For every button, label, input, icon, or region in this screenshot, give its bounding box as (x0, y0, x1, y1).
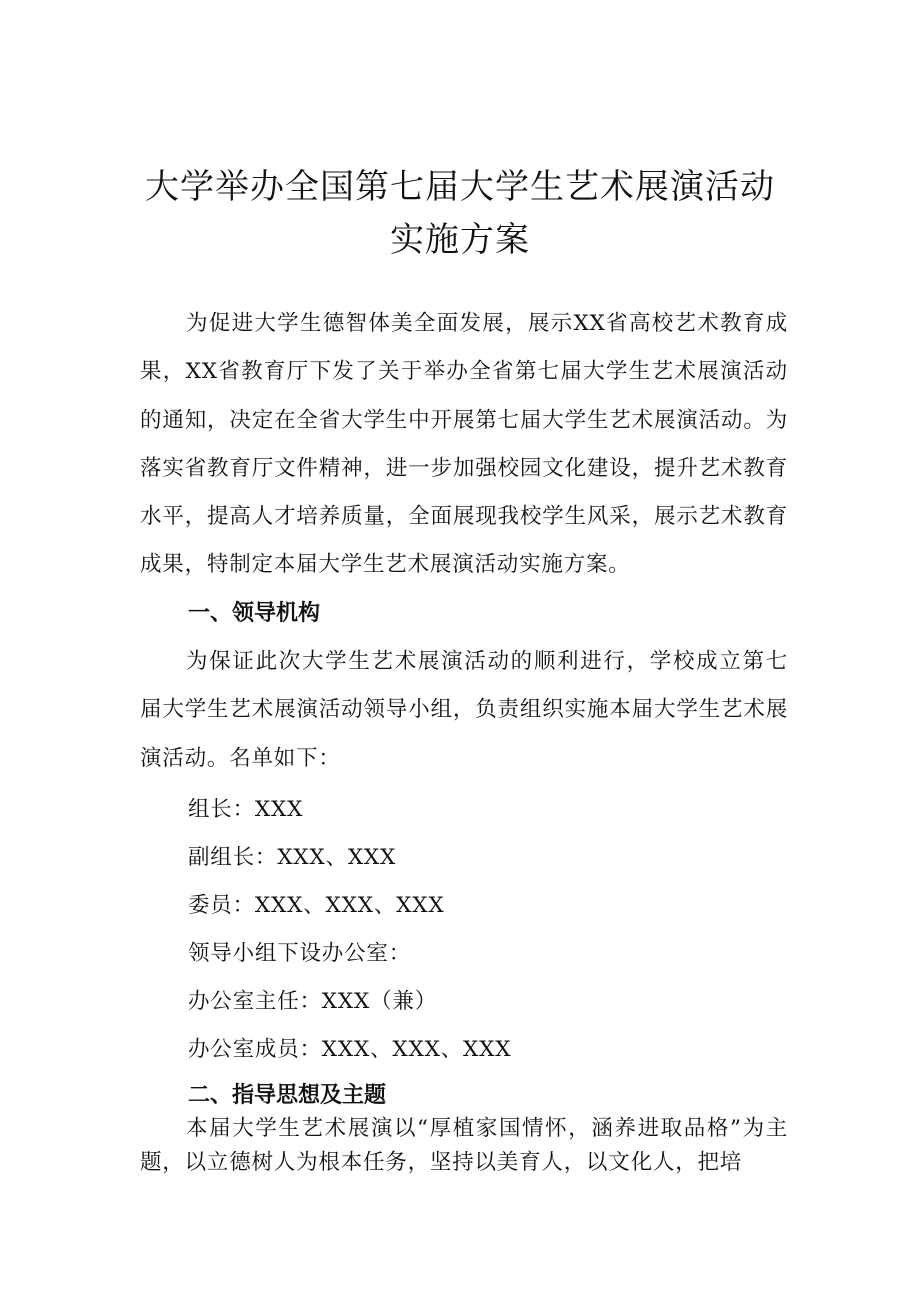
section1-heading: 一、领导机构 (188, 601, 321, 626)
office-members-line: 办公室成员：XXX、XXX、XXX (188, 1037, 512, 1062)
section2-paragraph: 本届大学生艺术展演以“厚植家国情怀，涵养进取品格”为主题，以立德树人为根本任务，坚持以美育人，以文化人，把培 (140, 1116, 788, 1175)
document-title-line-2: 实施方案 (390, 220, 530, 260)
office-director-line: 办公室主任：XXX（兼） (188, 989, 438, 1014)
document-title-line-1: 大学举办全国第七届大学生艺术展演活动 (145, 167, 775, 207)
deputy-leader-line: 副组长：XXX、XXX (188, 845, 397, 870)
section1-paragraph: 为保证此次大学生艺术展演活动的顺利进行，学校成立第七届大学生艺术展演活动领导小组，负责组织实施本届大学生艺术展演活动。名单如下： (140, 649, 788, 771)
leader-line: 组长：XXX (188, 797, 304, 822)
office-intro-line: 领导小组下设办公室： (188, 941, 412, 966)
section2-heading: 二、指导思想及主题 (188, 1083, 387, 1108)
members-line: 委员：XXX、XXX、XXX (188, 893, 445, 918)
intro-paragraph: 为促进大学生德智体美全面发展，展示XX省高校艺术教育成果，XX省教育厅下发了关于举办全省第七届大学生艺术展演活动的通知，决定在全省大学生中开展第七届大学生艺术展演活动。为落实省教育厅文件精神，进一步加强校园文化建设，提升艺术教育水平，提高人才培养质量，全面展现我校学生风采，展示艺术教育成果，特制定本届大学生艺术展演活动实施方案。 (140, 311, 788, 578)
